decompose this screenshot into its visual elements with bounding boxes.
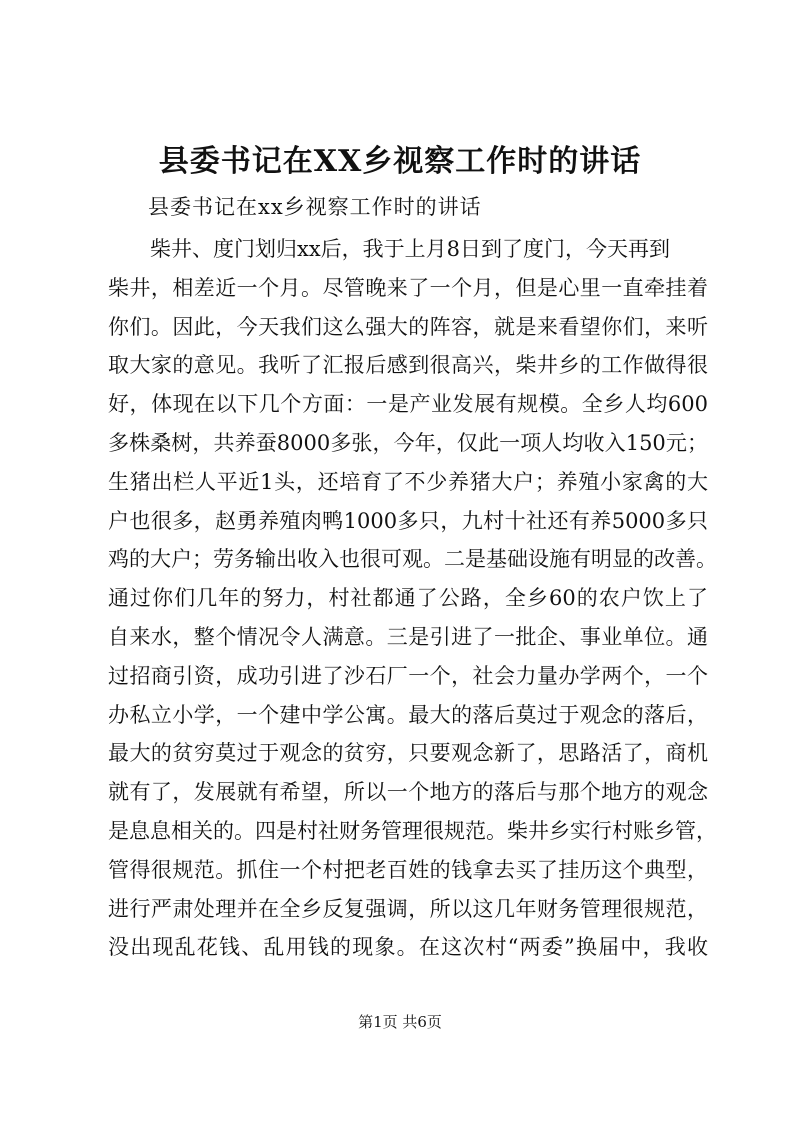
body-line: 办私立小学，一个建中学公寓。最大的落后莫过于观念的落后，	[108, 702, 708, 727]
body-line: 户也很多，赵勇养殖肉鸭1000多只，九村十社还有养5000多只	[108, 508, 708, 533]
body-line: 多株桑树，共养蚕8000多张，今年，仅此一项人均收入150元；	[108, 430, 708, 455]
body-line: 鸡的大户；劳务输出收入也很可观。二是基础设施有明显的改善。	[108, 547, 717, 572]
body-text	[108, 230, 717, 967]
body-line: 进行严肃处理并在全乡反复强调，所以这几年财务管理很规范，	[108, 896, 708, 921]
body-line: 柴井，相差近一个月。尽管晚来了一个月，但是心里一直牵挂着	[108, 275, 708, 300]
body-line: 通过你们几年的努力，村社都通了公路，全乡60的农户饮上了	[108, 586, 708, 611]
body-line: 取大家的意见。我听了汇报后感到很高兴，柴井乡的工作做得很	[108, 353, 708, 378]
body-line: 自来水，整个情况令人满意。三是引进了一批企、事业单位。通	[108, 624, 708, 649]
body-line: 柴井、度门划归xx后，我于上月8日到了度门，今天再到	[108, 237, 671, 261]
page-title: 县委书记在XX乡视察工作时的讲话	[158, 144, 642, 179]
body-line: 最大的贫穷莫过于观念的贫穷，只要观念新了，思路活了，商机	[108, 741, 708, 766]
body-line: 生猪出栏人平近1头，还培育了不少养猪大户；养殖小家禽的大	[108, 469, 708, 494]
body-line: 过招商引资，成功引进了沙石厂一个，社会力量办学两个，一个	[108, 663, 708, 688]
body-line: 管得很规范。抓住一个村把老百姓的钱拿去买了挂历这个典型，	[108, 857, 708, 882]
body-line: 就有了，发展就有希望，所以一个地方的落后与那个地方的观念	[108, 780, 708, 805]
body-line: 好，体现在以下几个方面：一是产业发展有规模。全乡人均600	[108, 392, 708, 417]
page-footer: 第1页 共6页	[358, 1013, 442, 1031]
document-subtitle: 县委书记在xx乡视察工作时的讲话	[148, 195, 482, 219]
body-line: 没出现乱花钱、乱用钱的现象。在这次村“两委”换届中，我收	[108, 935, 708, 960]
body-line: 是息息相关的。四是村社财务管理很规范。柴井乡实行村账乡管，	[108, 818, 717, 843]
body-line: 你们。因此，今天我们这么强大的阵容，就是来看望你们，来听	[108, 314, 708, 339]
